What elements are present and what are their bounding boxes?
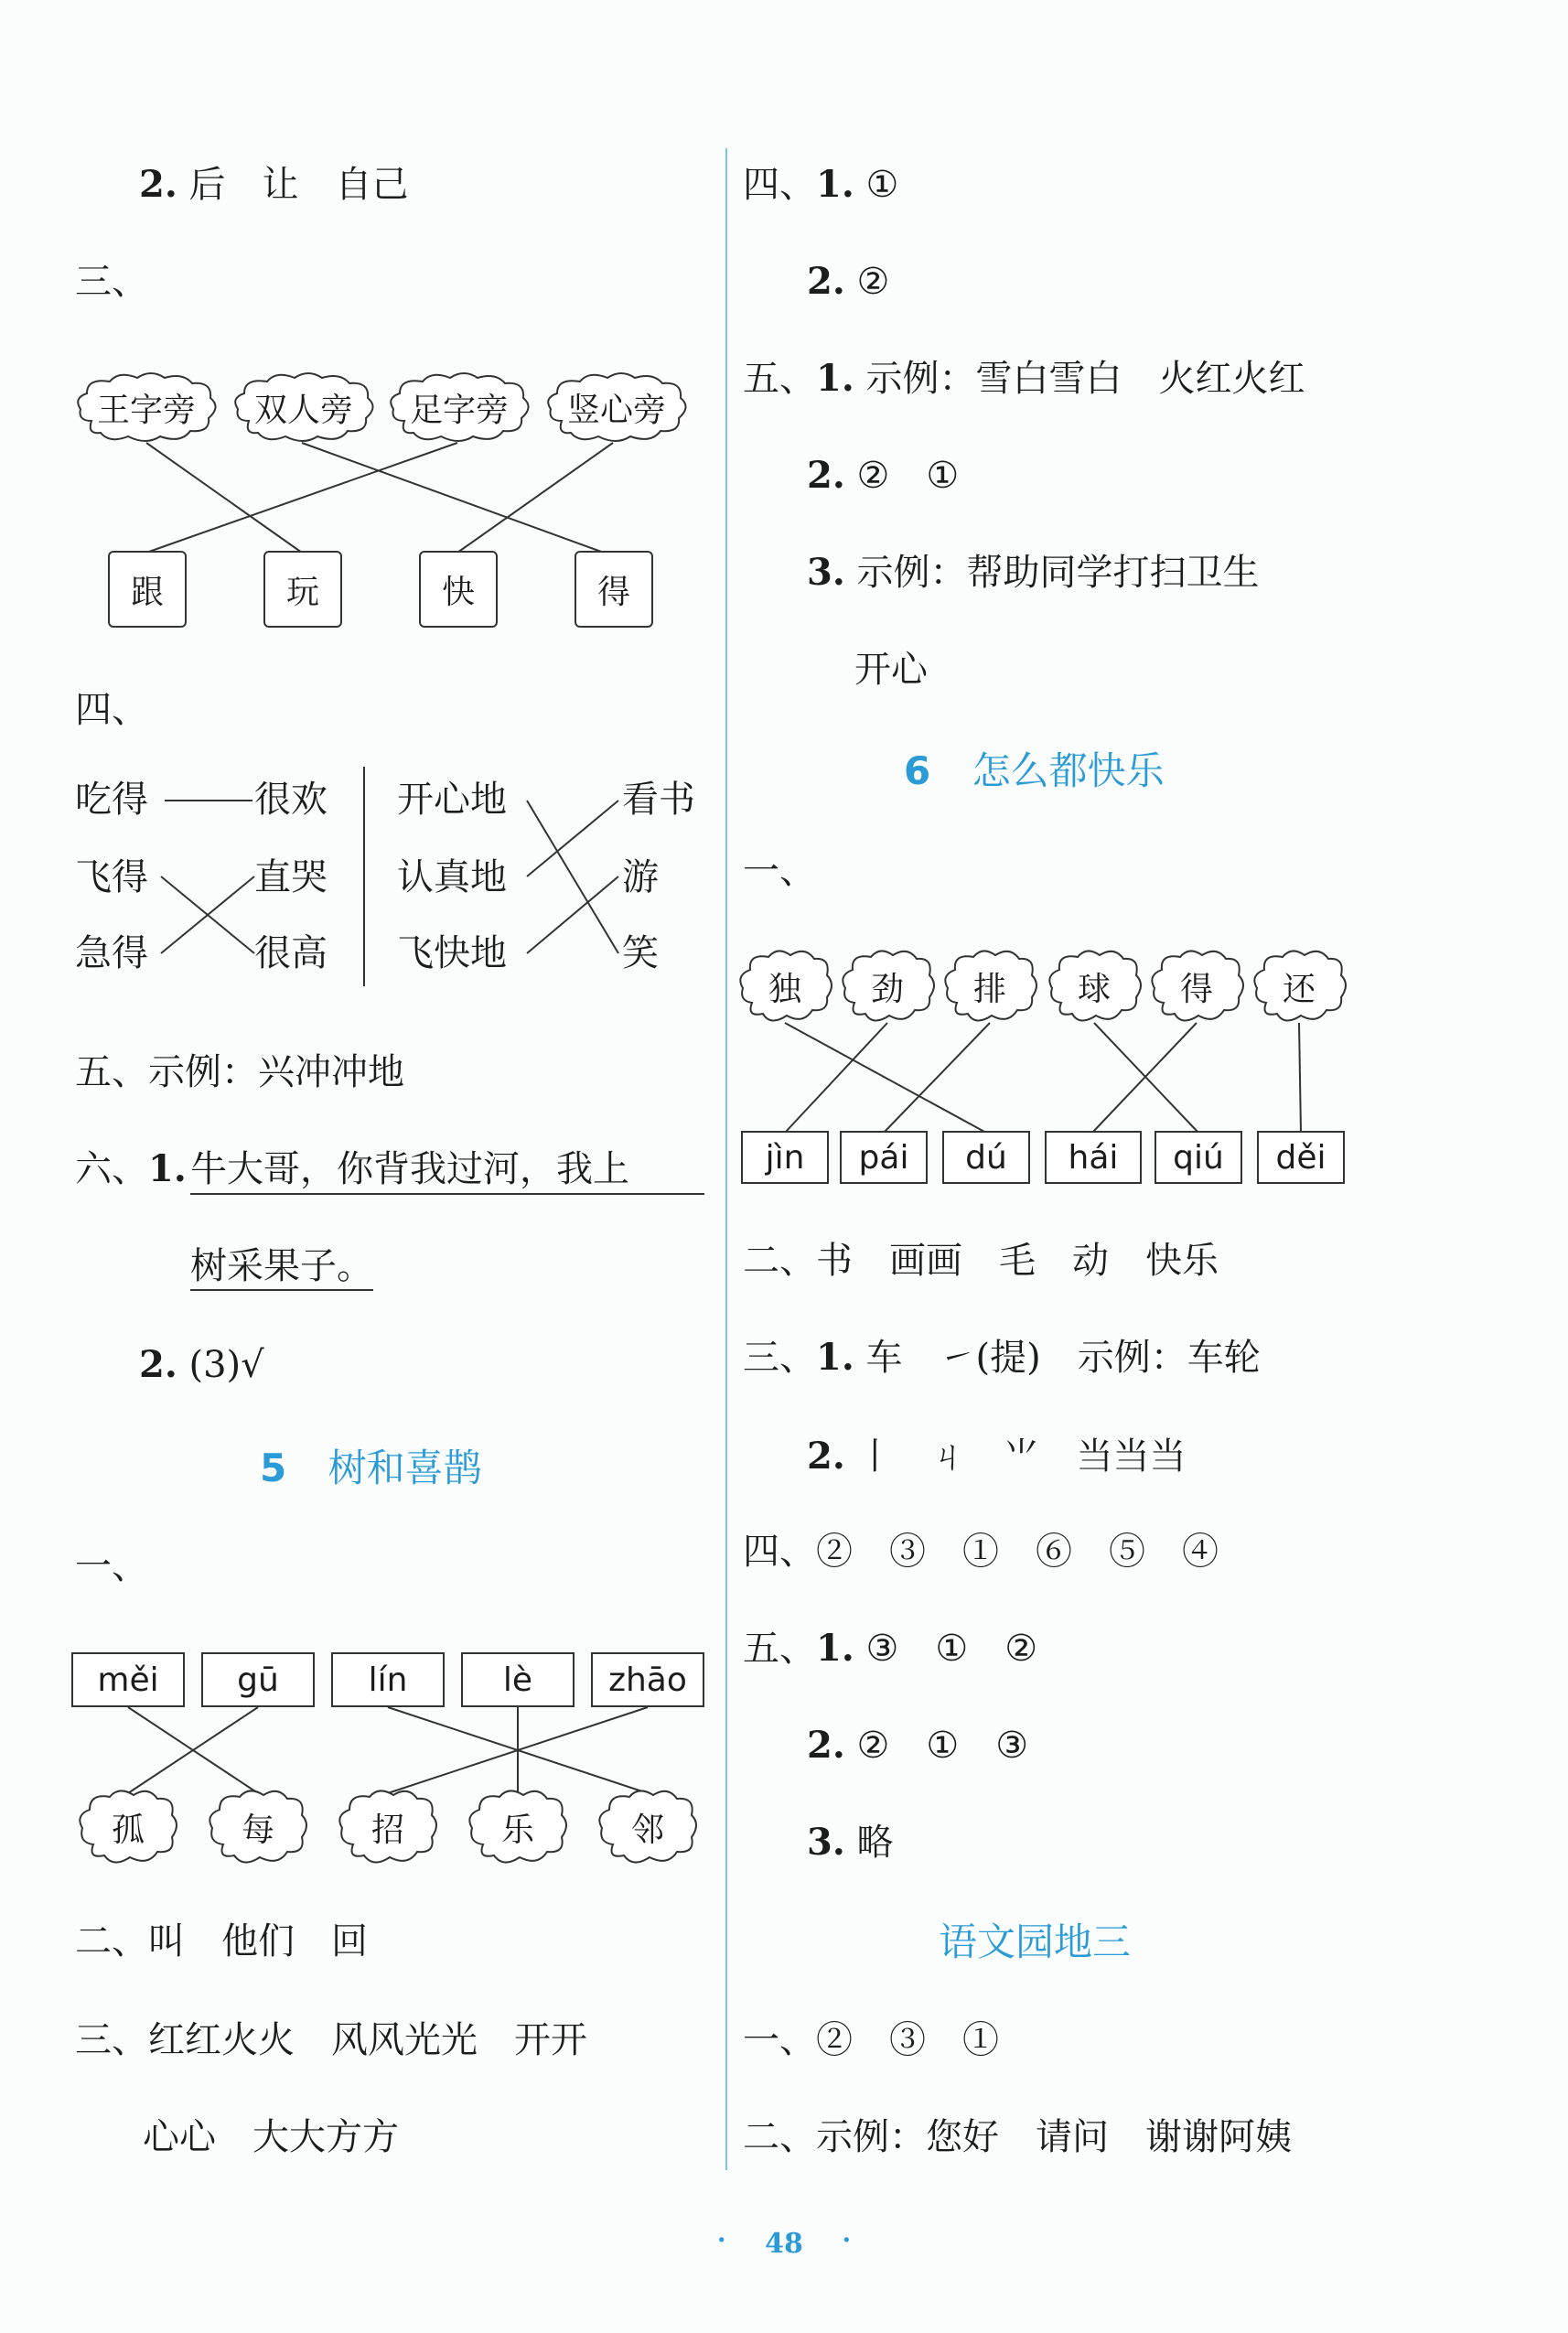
r-wu-q2-answer: ② ① — [856, 455, 960, 497]
r6-san-q2-number: 2. — [807, 1435, 845, 1478]
cloud5-5-label: 邻 — [630, 1811, 664, 1849]
pinyin6-box-6-label: děi — [1275, 1138, 1326, 1177]
r-si-q2-number: 2. — [807, 260, 845, 303]
l5-section-san-line2: 心心 大大方方 — [143, 2116, 399, 2158]
r6-wu-q2 — [807, 1724, 1028, 1768]
pinyin6-box-2-label: pái — [858, 1138, 909, 1177]
cloud6-6-label: 还 — [1282, 970, 1316, 1008]
match-left-a-1: 吃得 — [75, 779, 148, 821]
r6-san-q2 — [807, 1435, 1186, 1478]
r6-wu-prefix: 五、 — [743, 1628, 816, 1670]
char-box-4-label: 得 — [596, 573, 630, 611]
match-left-a-2: 飞得 — [75, 856, 148, 898]
cloud-radical-3-label: 足字旁 — [409, 391, 509, 429]
pinyin5-box-4-label: lè — [502, 1661, 533, 1699]
l5-section-yi: 一、 — [75, 1545, 148, 1587]
r6-wu-q1 — [743, 1627, 1037, 1671]
l5-section-san-line1: 三、红红火火 风风光光 开开 — [75, 2019, 587, 2061]
r-si-q1-answer: ① — [865, 164, 899, 206]
cloud6-3-label: 排 — [972, 970, 1006, 1008]
section-si-label: 四、 — [75, 689, 148, 731]
cloud5-4-label: 乐 — [500, 1811, 534, 1849]
r6-wu-q2-number: 2. — [807, 1724, 845, 1767]
r6-section-yi: 一、 — [743, 850, 816, 892]
cloud6-5-label: 得 — [1179, 970, 1213, 1008]
r6-section-er: 二、书 画画 毛 动 快乐 — [743, 1240, 1219, 1282]
yuwen-yuandi-title: 语文园地三 — [939, 1919, 1132, 1964]
liu-answer-text2: 树采果子。 — [190, 1245, 373, 1291]
pinyin6-box-2 — [840, 1131, 928, 1184]
cloud5-3-label: 招 — [371, 1811, 404, 1849]
r-si-q2-answer: ② — [856, 261, 890, 303]
r6-san-q1-number: 1. — [816, 1336, 854, 1379]
r6-wu-q3-answer: 略 — [856, 1822, 894, 1864]
r6-san-prefix: 三、 — [743, 1337, 816, 1379]
cloud5-2-label: 每 — [241, 1811, 274, 1849]
liu-answer-text1: 牛大哥，你背我过河，我上 — [190, 1147, 704, 1195]
pinyin6-box-4-label: hái — [1068, 1138, 1119, 1177]
page-footer — [0, 2220, 1568, 2262]
char-box-2-label: 玩 — [285, 573, 319, 611]
cloud6-2-label: 劲 — [870, 970, 904, 1008]
cloud-radical-4-label: 竖心旁 — [566, 391, 666, 429]
cloud5-1-label: 孤 — [111, 1811, 145, 1849]
match-left-b-3: 很高 — [254, 932, 328, 974]
ry-section-er: 二、示例：您好 请问 谢谢阿姨 — [743, 2116, 1292, 2158]
r-wu-q2-number: 2. — [807, 454, 845, 497]
match-right-a-1: 开心地 — [397, 779, 507, 821]
pinyin6-box-6 — [1257, 1131, 1345, 1184]
lesson5-name: 树和喜鹊 — [328, 1446, 482, 1490]
match-right-a-3: 飞快地 — [397, 932, 507, 974]
r6-wu-q3 — [807, 1821, 893, 1865]
q2-answer: 后 让 自己 — [188, 164, 409, 206]
liu-q1-number: 1. — [148, 1147, 187, 1190]
match-left-a-3: 急得 — [75, 932, 148, 974]
pinyin5-box-3-label: lín — [368, 1661, 408, 1699]
r6-san-q1 — [743, 1336, 1261, 1380]
pinyin6-box-1-label: jìn — [765, 1138, 805, 1177]
match-right-b-2: 游 — [622, 856, 659, 898]
r-si-q1-number: 1. — [816, 163, 854, 206]
r6-wu-q1-number: 1. — [816, 1627, 854, 1670]
match-right-a-2: 认真地 — [397, 856, 507, 898]
r-si-prefix: 四、 — [743, 164, 816, 206]
r6-san-q2-answer: 丨 ㄐ ⺌ 当当当 — [856, 1435, 1187, 1478]
lesson6-number: 6 — [904, 748, 931, 793]
r-wu-q3-answer: 示例：帮助同学打扫卫生 — [856, 552, 1260, 594]
r-wu-q1-answer: 示例：雪白雪白 火红火红 — [865, 358, 1305, 400]
section-wu-line: 五、示例：兴冲冲地 — [75, 1051, 404, 1093]
pinyin6-box-1 — [741, 1131, 829, 1184]
r6-san-q1-answer: 车 ㇀(提) 示例：车轮 — [865, 1337, 1261, 1379]
cloud6-1-label: 独 — [768, 970, 801, 1008]
match-right-b-3: 笑 — [622, 932, 659, 974]
pinyin5-box-2-label: gū — [237, 1661, 279, 1699]
match-left-b-2: 直哭 — [254, 856, 328, 898]
cloud-radical-2-label: 双人旁 — [253, 391, 353, 429]
lesson6-name: 怎么都快乐 — [972, 748, 1165, 793]
liu-q2-answer: (3)√ — [188, 1344, 264, 1386]
r6-section-si: 四、② ③ ① ⑥ ⑤ ④ — [743, 1531, 1219, 1573]
pinyin6-box-3 — [942, 1131, 1030, 1184]
footer-dot-left: · — [715, 2220, 728, 2262]
match-left-b-1: 很欢 — [254, 779, 328, 821]
char-box-1-label: 跟 — [130, 573, 164, 611]
lesson5-number: 5 — [260, 1446, 287, 1490]
pinyin6-box-3-label: dú — [965, 1138, 1007, 1177]
pinyin6-box-5-label: qiú — [1173, 1138, 1224, 1177]
l5-section-er: 二、叫 他们 回 — [75, 1920, 368, 1962]
pinyin6-box-5 — [1155, 1131, 1242, 1184]
cloud-radical-1-label: 王字旁 — [96, 391, 196, 429]
section-san-label: 三、 — [75, 261, 148, 303]
liu-q2-number: 2. — [139, 1343, 177, 1386]
r-wu-q3-cont: 开心 — [854, 649, 928, 691]
pinyin5-box-1-label: měi — [97, 1661, 159, 1699]
ry-section-yi: 一、② ③ ① — [743, 2019, 999, 2061]
r6-wu-q3-number: 3. — [807, 1821, 845, 1864]
r-wu-prefix: 五、 — [743, 358, 816, 400]
q2-number: 2. — [139, 163, 177, 206]
r6-wu-q1-answer: ③ ① ② — [865, 1628, 1038, 1670]
liu-prefix: 六、 — [75, 1148, 148, 1190]
pinyin6-box-4 — [1045, 1131, 1142, 1184]
page-number: 48 — [765, 2228, 803, 2260]
char-box-3-label: 快 — [441, 573, 475, 611]
r-wu-q1-number: 1. — [816, 357, 854, 400]
pinyin5-box-5-label: zhāo — [608, 1661, 687, 1699]
cloud6-4-label: 球 — [1077, 970, 1111, 1008]
footer-dot-right: · — [840, 2220, 853, 2262]
r6-wu-q2-answer: ② ① ③ — [856, 1725, 1029, 1767]
match-right-b-1: 看书 — [622, 779, 695, 821]
r-wu-q3-number: 3. — [807, 551, 845, 594]
